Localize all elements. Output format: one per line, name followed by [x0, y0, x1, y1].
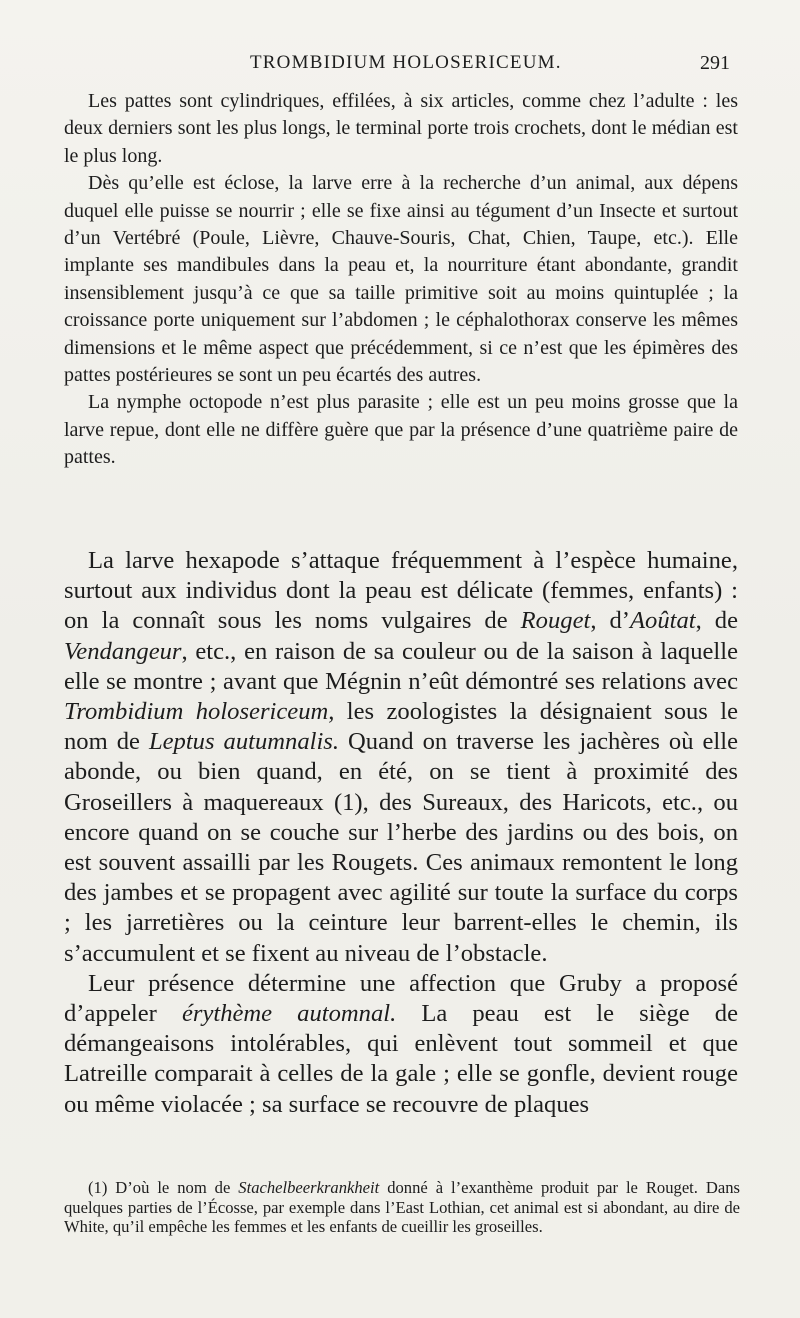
text-run: , d’ — [590, 607, 630, 635]
page-header — [60, 52, 730, 84]
paragraph-human-attack — [64, 546, 738, 969]
text-run: donné à l’exanthème produit par le Rouget. Dans quelques parties de l’Écosse, par exemple dans l’East Lothian, cet animal est si abondant, au dire de White, qu’il empêche les femmes et les enfants de cueillir les groseilles. — [64, 1178, 740, 1237]
italic-term: érythème automnal. — [181, 1000, 397, 1028]
italic-term: Trombidium holosericeum, — [64, 698, 335, 726]
small-text-section — [64, 88, 738, 472]
paragraph-erythema — [64, 969, 738, 1120]
footnote-section — [64, 1178, 740, 1237]
paragraph-legs: Les pattes sont cylindriques, effilées, à six articles, comme chez l’adulte : les deux derniers sont les plus longs, le terminal porte trois crochets, dont le médian est le plus long. — [64, 90, 738, 167]
text-run: La peau est le siège de démangeaisons intolérables, qui enlèvent tout sommeil et que Latreille comparait à celles de la gale ; elle se gonfle, devient rouge ou même violacée ; sa surface se recouvre de plaques — [64, 1000, 738, 1118]
paragraph-nymph: La nymphe octopode n’est plus parasite ; elle est un peu moins grosse que la larve repue, dont elle ne diffère guère que par la présence d’une quatrième paire de pattes. — [64, 391, 738, 469]
text-run: les zoologistes la désignaient sous le nom de — [64, 698, 739, 756]
text-run: Quand on traverse les jachères où elle abonde, ou bien quand, en été, on se tient à proximité des Groseillers à maquereaux (1), des Sureaux, des Haricots, etc., ou encore quand on se couche sur l’herbe des jardins ou des bois, on est souvent assailli par les Rougets. Ces animaux remontent le long des jambes et se propagent avec agilité sur toute la surface du corps ; les jarretières ou la ceinture leur barrent-elles le chemin, ils s’accumulent et se fixent au niveau de l’obstacle. — [64, 728, 739, 967]
footnote-1 — [64, 1178, 740, 1237]
italic-term: Stachelbeerkrankheit — [238, 1178, 380, 1197]
text-run: , etc., en raison de sa couleur ou de la saison à laquelle elle se montre ; avant que Mégnin n’eût démontré ses relations avec — [64, 637, 738, 695]
italic-term: Rouget — [520, 607, 591, 635]
text-run: Leur présence détermine une affection que Gruby a proposé d’appeler — [64, 969, 738, 1028]
italic-term: Aoûtat — [630, 607, 696, 635]
text-run: (1) D’où le nom de — [88, 1178, 239, 1197]
italic-term: Leptus autumnalis. — [148, 728, 340, 756]
page-number: 291 — [700, 52, 730, 74]
text-run: , de — [695, 607, 738, 635]
paragraph-larva-host: Dès qu’elle est éclose, la larve erre à la recherche d’un animal, aux dépens duquel elle puisse se nourrir ; elle se fixe ainsi au tégument d’un Insecte et surtout d’un Vertébré (Poule, Lièvre, Chauve-Souris, Chat, Chien, Taupe, etc.). Elle implante ses mandibules dans la peau et, la nourriture étant abondante, grandit insensiblement jusqu’à ce que sa taille primitive soit au moins quintuplée ; la croissance porte uniquement sur l’abdomen ; le céphalothorax conserve les mêmes dimensions et le même aspect que précédemment, si ce n’est que les épimères des pattes postérieures se sont un peu écartés des autres. — [64, 172, 738, 387]
text-run: La larve hexapode s’attaque fréquemment à l’espèce humaine, surtout aux individus dont la peau est délicate (femmes, enfants) : on la connaît sous les noms vulgaires de — [64, 547, 738, 635]
running-title: TROMBIDIUM HOLOSERICEUM. — [250, 52, 562, 73]
large-text-section — [64, 546, 738, 1120]
italic-term: Vendangeur — [64, 637, 182, 665]
